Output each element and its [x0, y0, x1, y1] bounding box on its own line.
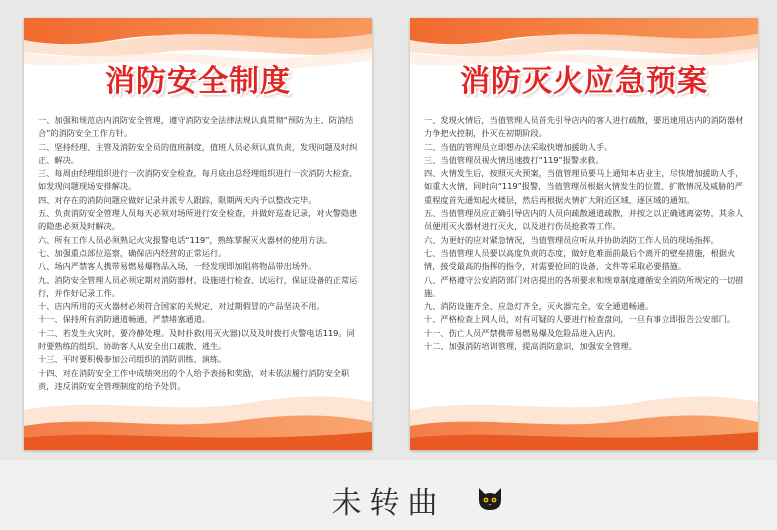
- list-item: 十三、平时要积极参加公司组织的消防训练、演练。: [38, 354, 227, 365]
- list-item: 十二、加强消防培训管理，提高消防意识，加强安全管理。: [424, 341, 637, 352]
- list-item: 十二、若发生火灾时，要冷静处理。及时扑救(用灭火器)以及及时拨打火警电话119。同时要熟练的组织、协助客人从安全出口疏散、逃生。: [38, 327, 355, 352]
- list-item: 九、消防安全管理人员必须定期对消防器材，设施进行检查、试运行，保证设备的正常运行，并作好记录工作。: [38, 274, 358, 298]
- list-item: 七、当值管理人员要以高度负责的态度，做好危难面前最后个离开的壁垒措施，根据火情，接受最高的指挥的指令，对需要抢回的设备，文件等采取必要措施。: [424, 247, 736, 272]
- list-item: 十一、保持所有消防通道畅通，严禁堵塞通道。: [38, 314, 210, 325]
- list-item: 六、所有工作人员必须熟记火灾报警电话“119”，熟练掌握灭火器材的使用方法。: [38, 234, 333, 245]
- caption-text: 未转曲: [331, 486, 446, 521]
- list-item: 三、当值管理员视火情迅速拨打“119”报警求救。: [424, 154, 604, 165]
- list-item: 二、坚持经理、主管及消防安全员的值班制度，值班人员必须认真负责，发现问题及时纠正、解决。: [38, 141, 358, 165]
- list-item: 四、对存在的消防问题应做好记录并派专人跟踪，限期两天内予以整改完毕。: [38, 194, 317, 205]
- board-title: 消防安全制度: [105, 64, 291, 99]
- list-item: 八、场内严禁客人携带易燃易爆物品入场，一经发现即加阻将物品带出场外。: [38, 261, 317, 272]
- list-item: 九、消防设施齐全、应急灯齐全，灭火器完全，安全通道畅通。: [424, 301, 654, 312]
- list-item: 一、加强和规范店内消防安全管理，遵守消防安全法律法规认真贯彻“预防为主、防消结合”的消防安全工作方针。: [38, 115, 354, 139]
- list-item: 十四、对在消防安全工作中成绩突出的个人给予表扬和奖励，对未依法履行消防安全职责，违反消防安全管理制度的给予处罚。: [38, 367, 350, 391]
- list-item: 一、发现火情后，当值管理人员首先引导店内的客人进行疏散，要迅速用店内的消防器材力争把火控制，扑灭在初期阶段。: [424, 115, 744, 139]
- list-item: 四、火情发生后，按照灭火预案，当值管理员要马上通知本店业主，尽快增加援助人手，如重大火情，同时向“119”报警，当值管理员根据火情发生的位置、扩散情况及威胁的严重程度首先通知起火楼层，然后再根据火情扩大附近区域，逐区域的通知。: [424, 168, 744, 205]
- rules-list: [38, 114, 360, 393]
- list-item: 五、当值管理员应正确引导店内的人员向疏散通道疏散，并按之以正确逃离姿势，其余人员便用灭火器材进行灭火，以及进行伤员抢救等工作。: [424, 208, 744, 232]
- cat-face-icon: [476, 484, 504, 512]
- list-item: 十一、伤亡人员严禁携带易燃易爆及危险品进入店内。: [424, 327, 621, 338]
- list-item: 十、店内所用的灭火器材必须符合国家的关规定，对过期假冒的产品坚决不用。: [38, 301, 325, 312]
- list-item: 五、负责消防安全管理人员每天必须对场所进行安全检查，并做好巡查记录，对火警隐患的隐患必须及时解决。: [38, 208, 358, 232]
- list-item: 二、当值的管理员立即想办法采取快增加援助人手。: [424, 141, 613, 152]
- fire-emergency-plan-board: [410, 18, 758, 450]
- list-item: 八、严格遵守公安消防部门对店提出的各项要求和规章制度遵循安全消防所规定的一切措施。: [424, 274, 744, 298]
- list-item: 三、每周由经理组织进行一次消防安全检查，每月底由总经理组织进行一次消防大检查，如发现问题现场安排解决。: [38, 168, 358, 192]
- fire-safety-rules-board: [24, 18, 372, 450]
- list-item: 六、为更好的应对紧急情况，当值管理员应听从并协助消防工作人员的现场指挥。: [424, 234, 719, 245]
- board-title: 消防灭火应急预案: [460, 64, 708, 99]
- list-item: 十、严格检查上网人员，对有可疑的人要进行检查盘问，一旦有事立即报告公安部门。: [424, 314, 736, 325]
- plan-list: [424, 114, 746, 353]
- list-item: 七、加强重点部位巡察，确保店内经营的正常运行。: [38, 247, 227, 258]
